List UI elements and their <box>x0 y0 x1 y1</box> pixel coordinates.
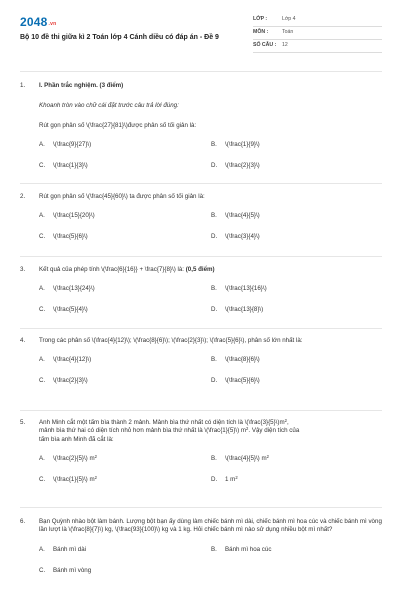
options <box>39 546 382 578</box>
option-letter: A. <box>39 285 45 293</box>
option-text: \(\frac{5}{6}\) <box>53 233 88 241</box>
option-letter: B. <box>211 545 217 553</box>
question-number: 1. <box>20 82 26 89</box>
option-text: \(\frac{4}{5}\) m <box>225 455 267 463</box>
question-count-value: 12 <box>282 42 288 49</box>
option-letter: C. <box>39 476 46 484</box>
divider <box>20 256 382 257</box>
divider <box>20 71 382 72</box>
option-text: \(\frac{1}{9}\) <box>225 141 260 149</box>
option-text: \(\frac{4}{12}\) <box>53 356 92 364</box>
option-letter: A. <box>39 356 45 364</box>
meta-row-grade <box>253 14 382 27</box>
option-a[interactable] <box>39 212 95 220</box>
option-letter: B. <box>211 356 217 364</box>
option-b[interactable] <box>211 212 260 220</box>
option-a[interactable] <box>39 455 97 463</box>
superscript: 2 <box>94 454 97 460</box>
question-text: Rút gọn phân số \(\frac{27}{81}\)được phân số tối giản là: <box>39 121 197 129</box>
option-b[interactable] <box>211 141 260 149</box>
question-1 <box>20 82 382 173</box>
option-letter: C. <box>39 377 46 385</box>
question-6 <box>20 518 382 578</box>
divider <box>20 410 382 411</box>
option-text: Bánh mì hoa cúc <box>225 545 272 553</box>
option-text: \(\frac{4}{5}\) <box>225 212 260 220</box>
option-text: Bánh mì vòng <box>53 566 92 574</box>
question-3 <box>20 266 382 317</box>
question-text: Rút gọn phân số \(\frac{45}{60}\) ta được phân số tối giản là: <box>39 193 205 200</box>
options <box>39 356 382 388</box>
superscript: 2 <box>94 475 97 481</box>
option-a[interactable] <box>39 285 95 293</box>
question-2 <box>20 193 382 244</box>
option-letter: D. <box>211 377 218 385</box>
question-number: 3. <box>20 266 26 273</box>
option-letter: C. <box>39 162 46 170</box>
meta-row-subject <box>253 27 382 40</box>
option-text: \(\frac{9}{27}\) <box>53 141 92 149</box>
option-letter: D. <box>211 306 218 314</box>
option-c[interactable] <box>39 306 88 314</box>
superscript: 2 <box>284 418 287 423</box>
divider <box>20 328 382 329</box>
superscript: 2 <box>235 475 238 481</box>
options <box>39 141 382 173</box>
option-letter: B. <box>211 212 217 220</box>
question-text: Kết quả của phép tính \(\frac{6}{16}} + \frac{7}{8}\) là: <box>39 266 185 273</box>
option-text: \(\frac{13}{8}\) <box>225 306 264 314</box>
option-text: \(\frac{1}{3}\) <box>53 162 88 170</box>
question-line-1: Anh Minh cắt một tấm bìa thành 2 mảnh. Mảnh bìa thứ nhất có diện tích là \(\frac{3}{5}\)m <box>39 419 285 426</box>
superscript: 2 <box>246 426 249 432</box>
option-b[interactable] <box>211 455 269 463</box>
document-title: Bộ 10 đề thi giữa kì 2 Toán lớp 4 Cánh diều có đáp án - Đề 9 <box>20 34 219 41</box>
options <box>39 285 382 317</box>
option-letter: B. <box>211 455 217 463</box>
option-text: \(\frac{13}{16}\) <box>225 285 267 293</box>
question-text: Anh Minh cắt một tấm bìa thành 2 mảnh. Mảnh bìa thứ nhất có diện tích là $\backslash(\backslash frac\{3\}\{5\}\backslash)m^2$, mảnh bìa thứ hai có diện tích nhỏ hơn mảnh bìa thứ nhất là \(\frac{1}{5}\) $m^2$. Vậy diện tích của tấm bìa anh Minh đã cắt là: <box>39 418 300 443</box>
grade-label: LỚP : <box>253 16 268 23</box>
question-4 <box>20 337 382 388</box>
option-text: \(\frac{2}{3}\) <box>53 377 88 385</box>
option-text: \(\frac{15}{20}\) <box>53 212 95 220</box>
option-c[interactable] <box>39 567 91 575</box>
option-b[interactable] <box>211 285 267 293</box>
options <box>39 212 382 244</box>
option-letter: C. <box>39 566 46 574</box>
option-letter: B. <box>211 285 217 293</box>
subject-value: Toán <box>282 29 294 36</box>
superscript: 2 <box>266 454 269 460</box>
option-letter: D. <box>211 233 218 241</box>
option-text: \(\frac{3}{4}\) <box>225 233 260 241</box>
instruction-text: Khoanh tròn vào chữ cái đặt trước câu trả lời đúng: <box>39 102 179 110</box>
option-b[interactable] <box>211 356 260 364</box>
option-text: \(\frac{2}{3}\) <box>225 162 260 170</box>
question-number: 6. <box>20 518 26 525</box>
divider <box>20 507 382 508</box>
grade-value: Lớp 4 <box>282 16 296 23</box>
option-text: 1 m <box>225 476 236 484</box>
option-letter: A. <box>39 455 45 463</box>
question-number: 5. <box>20 419 26 426</box>
option-d[interactable] <box>211 233 260 241</box>
site-logo[interactable] <box>20 14 56 30</box>
question-text: Trong các phân số \(\frac{4}{12}\); \(\frac{8}{6}\); \(\frac{2}{3}\); \(\frac{5}{6}\), phân số lớn nhất là: <box>39 337 303 344</box>
meta-table <box>253 14 382 53</box>
question-number: 4. <box>20 337 26 344</box>
question-text-container <box>39 266 382 274</box>
question-number: 2. <box>20 193 26 200</box>
page-header <box>20 14 382 64</box>
option-letter: C. <box>39 233 46 241</box>
option-letter: A. <box>39 212 45 220</box>
question-line-3: tấm bìa anh Minh đã cắt là: <box>39 435 114 443</box>
option-text: \(\frac{5}{4}\) <box>53 306 88 314</box>
option-letter: D. <box>211 476 218 484</box>
option-letter: C. <box>39 306 46 314</box>
option-d[interactable] <box>211 377 260 385</box>
option-text: \(\frac{1}{5}\) m <box>53 476 95 484</box>
option-b[interactable] <box>211 546 271 554</box>
option-letter: D. <box>211 162 218 170</box>
option-letter: A. <box>39 141 45 149</box>
question-text: Bạn Quỳnh nhào bột làm bánh. Lượng bột bạn ấy dùng làm chiếc bánh mì dài, chiếc bánh mì hoa cúc và chiếc bánh mì vòng lần lượt là \(\frac{8}{7}\) kg, \(\frac{93}{100}\) kg và 1 kg. Hỏi chiếc bánh mì nào sử dụng nhiều bột mì nhất? <box>39 518 382 534</box>
option-c[interactable] <box>39 233 88 241</box>
option-text: Bánh mì dài <box>53 545 87 553</box>
option-text: \(\frac{2}{5}\) m <box>53 455 95 463</box>
question-line-2-tail: . Vậy diện tích của <box>248 427 300 435</box>
logo-suffix: .vn <box>48 21 57 27</box>
subject-label: MÔN : <box>253 29 269 36</box>
option-d[interactable] <box>211 162 260 170</box>
option-text: \(\frac{8}{6}\) <box>225 356 260 364</box>
option-a[interactable] <box>39 141 91 149</box>
options <box>39 455 382 487</box>
option-a[interactable] <box>39 546 86 554</box>
option-c[interactable] <box>39 476 97 484</box>
option-a[interactable] <box>39 356 91 364</box>
option-text: \(\frac{5}{6}\) <box>225 377 260 385</box>
question-5 <box>20 419 382 487</box>
meta-row-count <box>253 40 382 53</box>
question-line-2: mảnh bìa thứ hai có diện tích nhỏ hơn mảnh bìa thứ nhất là \(\frac{1}{5}\) m <box>39 427 247 435</box>
option-text: \(\frac{13}{24}\) <box>53 285 95 293</box>
question-count-label: SỐ CÂU : <box>253 42 277 49</box>
option-letter: A. <box>39 545 45 553</box>
option-d[interactable] <box>211 476 238 484</box>
option-d[interactable] <box>211 306 263 314</box>
divider <box>20 183 382 184</box>
option-letter: B. <box>211 141 217 149</box>
option-c[interactable] <box>39 162 88 170</box>
section-heading: I. Phần trắc nghiệm. (3 điểm) <box>39 82 124 89</box>
logo-text: 2048 <box>20 15 48 29</box>
points-label: (0,5 điểm) <box>184 266 215 273</box>
option-c[interactable] <box>39 377 88 385</box>
